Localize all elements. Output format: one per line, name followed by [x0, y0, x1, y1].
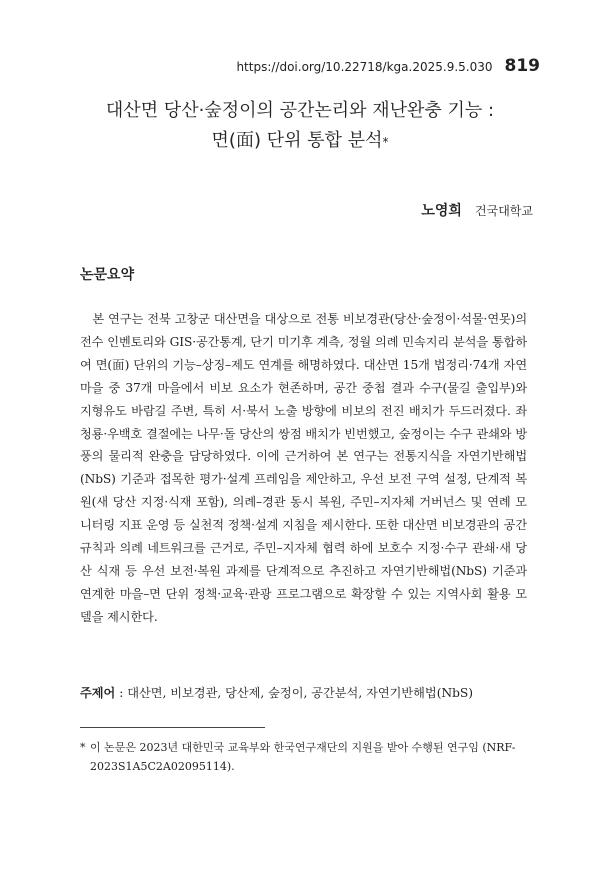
author-name: 노영희: [421, 203, 462, 219]
footnote-divider: [80, 727, 265, 728]
footnote: [80, 738, 530, 776]
abstract-body: [80, 308, 527, 629]
title-footnote-mark: *: [382, 135, 389, 149]
title-line-2-text: 면(面) 단위 통합 분석: [211, 130, 383, 151]
footnote-text: 이 논문은 2023년 대한민국 교육부와 한국연구재단의 지원을 받아 수행된 연구임 (NRF-2023S1A5C2A02095114).: [90, 741, 516, 773]
keywords-label: 주제어: [80, 686, 116, 700]
abstract-text: 본 연구는 전북 고창군 대산면을 대상으로 전통 비보경관(당산·숲정이·석물·연못)의 전수 인벤토리와 GIS·공간통계, 단기 미기후 계측, 정월 의례 민속지리 분석을 통합하여 면(面) 단위의 기능–상징–제도 연계를 해명하였다. 대산면 15개 법정리·74개 자연마을 중 37개 마을에서 비보 요소가 현존하며, 공간 중첩 결과 수구(물길 출입부)와 지형유도 바람길 주변, 특히 서·북서 노출 방향에 비보의 전진 배치가 두드러졌다. 좌청룡·우백호 결절에는 나무·돌 당산의 쌍점 배치가 빈번했고, 숲정이는 수구 관쇄와 방풍의 물리적 완충을 담당하였다. 이에 근거하여 본 연구는 전통지식을 자연기반해법(NbS) 기준과 접목한 평가·설계 프레임을 제안하고, 우선 보전 구역 설정, 단계적 복원(새 당산 지정·식재 포함), 의례–경관 동시 복원, 주민–지자체 거버넌스 및 연례 모니터링 지표 운영 등 실천적 정책·설계 지침을 제시한다. 또한 대산면 비보경관의 공간규칙과 의례 네트워크를 근거로, 주민–지자체 협력 하에 보호수 지정·수구 관쇄·새 당산 식재 등 우선 보전·복원 과제를 단계적으로 추진하고 자연기반해법(NbS) 기준과 연계한 마을–면 단위 정책·교육·관광 프로그램으로 확장할 수 있는 지역사회 활용 모델을 제시한다.: [80, 312, 528, 624]
author-block: [421, 200, 533, 220]
abstract-heading: 논문요약: [80, 267, 135, 283]
title-line-2: [0, 126, 600, 157]
paper-title: [0, 96, 600, 157]
footnote-mark: *: [80, 741, 86, 754]
keywords: [80, 684, 540, 701]
title-line-1: 대산면 당산·숲정이의 공간논리와 재난완충 기능 :: [105, 100, 495, 121]
keywords-terms: 대산면, 비보경관, 당산제, 숲정이, 공간분석, 자연기반해법(NbS): [127, 686, 474, 700]
doi-link[interactable]: https://doi.org/10.22718/kga.2025.9.5.030: [236, 60, 493, 74]
keywords-separator: :: [115, 686, 128, 700]
page-number: 819: [504, 56, 540, 76]
author-affiliation: 건국대학교: [475, 204, 533, 218]
running-header: [236, 56, 540, 76]
